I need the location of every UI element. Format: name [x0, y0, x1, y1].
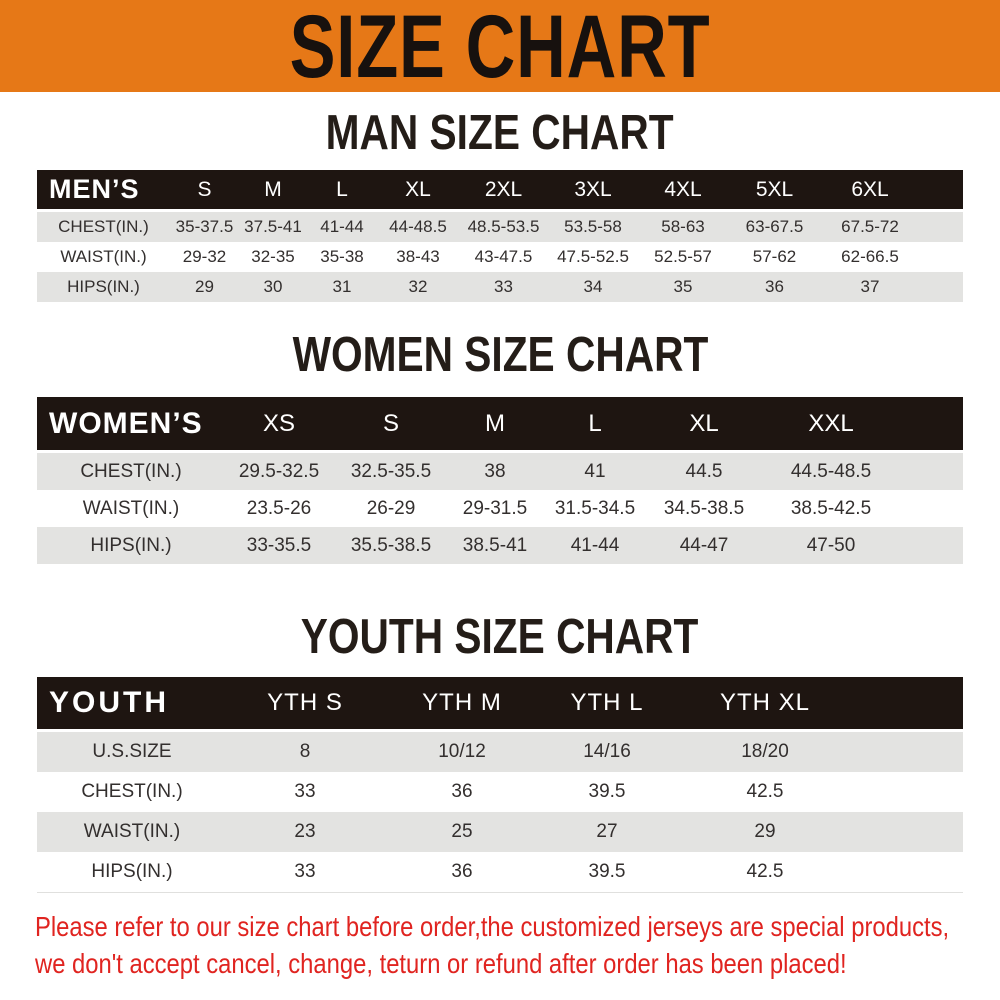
- women-header-row: [37, 397, 963, 452]
- value-cell: 39.5: [541, 852, 673, 893]
- value-cell: 53.5-58: [548, 211, 638, 243]
- value-cell: 30: [239, 272, 307, 302]
- value-cell: 31: [307, 272, 377, 302]
- spacer-cell: [857, 852, 963, 893]
- value-cell: 35-38: [307, 242, 377, 272]
- spacer-cell: [903, 397, 963, 452]
- disclaimer-note: [35, 908, 949, 982]
- value-cell: 43-47.5: [459, 242, 548, 272]
- youth-header-row: [37, 677, 963, 731]
- value-cell: 31.5-34.5: [541, 490, 649, 527]
- row-label-cell: HIPS(IN.): [37, 852, 227, 893]
- row-label-cell: HIPS(IN.): [37, 272, 170, 302]
- men-size-header-cell: M: [239, 170, 307, 211]
- row-label-cell: WAIST(IN.): [37, 812, 227, 852]
- value-cell: 8: [227, 731, 383, 773]
- value-cell: 44.5-48.5: [759, 452, 903, 491]
- women-size-table: [37, 397, 963, 564]
- value-cell: 29: [170, 272, 239, 302]
- men-size-header-cell: S: [170, 170, 239, 211]
- value-cell: 58-63: [638, 211, 728, 243]
- youth-size-table: [37, 677, 963, 893]
- youth-chest-row: [37, 772, 963, 812]
- value-cell: 34: [548, 272, 638, 302]
- value-cell: 32.5-35.5: [333, 452, 449, 491]
- value-cell: 14/16: [541, 731, 673, 773]
- value-cell: 35: [638, 272, 728, 302]
- value-cell: 26-29: [333, 490, 449, 527]
- value-cell: 23: [227, 812, 383, 852]
- value-cell: 36: [728, 272, 821, 302]
- value-cell: 57-62: [728, 242, 821, 272]
- value-cell: 27: [541, 812, 673, 852]
- value-cell: 35.5-38.5: [333, 527, 449, 564]
- row-label-cell: HIPS(IN.): [37, 527, 225, 564]
- men-size-header-cell: 2XL: [459, 170, 548, 211]
- value-cell: 39.5: [541, 772, 673, 812]
- spacer-cell: [919, 211, 963, 243]
- value-cell: 44-47: [649, 527, 759, 564]
- women-size-header-cell: L: [541, 397, 649, 452]
- row-label-cell: WAIST(IN.): [37, 490, 225, 527]
- value-cell: 32: [377, 272, 459, 302]
- value-cell: 18/20: [673, 731, 857, 773]
- value-cell: 38.5-42.5: [759, 490, 903, 527]
- youth-heading-text: YOUTH SIZE CHART: [301, 610, 699, 664]
- row-label-cell: CHEST(IN.): [37, 211, 170, 243]
- women-section-heading: [0, 330, 1000, 380]
- men-size-header-cell: 5XL: [728, 170, 821, 211]
- value-cell: 42.5: [673, 772, 857, 812]
- spacer-cell: [857, 731, 963, 773]
- men-table-title-cell: MEN’S: [37, 170, 170, 211]
- spacer-cell: [903, 527, 963, 564]
- value-cell: 63-67.5: [728, 211, 821, 243]
- spacer-cell: [919, 272, 963, 302]
- value-cell: 52.5-57: [638, 242, 728, 272]
- value-cell: 25: [383, 812, 541, 852]
- men-size-header-cell: 4XL: [638, 170, 728, 211]
- youth-size-header-cell: YTH L: [541, 677, 673, 731]
- youth-ussize-row: [37, 731, 963, 773]
- row-label-cell: WAIST(IN.): [37, 242, 170, 272]
- value-cell: 47.5-52.5: [548, 242, 638, 272]
- value-cell: 35-37.5: [170, 211, 239, 243]
- row-label-cell: CHEST(IN.): [37, 452, 225, 491]
- value-cell: 62-66.5: [821, 242, 919, 272]
- value-cell: 29-32: [170, 242, 239, 272]
- spacer-cell: [919, 170, 963, 211]
- banner-title: SIZE CHART: [289, 0, 711, 97]
- row-label-cell: U.S.SIZE: [37, 731, 227, 773]
- men-size-header-cell: XL: [377, 170, 459, 211]
- youth-table-title-cell: YOUTH: [37, 677, 227, 731]
- spacer-cell: [857, 772, 963, 812]
- value-cell: 41-44: [541, 527, 649, 564]
- men-size-header-cell: L: [307, 170, 377, 211]
- value-cell: 42.5: [673, 852, 857, 893]
- note-line-1: Please refer to our size chart before order,the customized jerseys are special products,: [35, 911, 950, 942]
- value-cell: 47-50: [759, 527, 903, 564]
- men-size-table: [37, 170, 963, 302]
- men-hips-row: [37, 272, 963, 302]
- women-chest-row: [37, 452, 963, 491]
- spacer-cell: [919, 242, 963, 272]
- women-hips-row: [37, 527, 963, 564]
- men-size-header-cell: 3XL: [548, 170, 638, 211]
- women-waist-row: [37, 490, 963, 527]
- women-size-header-cell: M: [449, 397, 541, 452]
- value-cell: 38.5-41: [449, 527, 541, 564]
- value-cell: 33-35.5: [225, 527, 333, 564]
- women-size-header-cell: XL: [649, 397, 759, 452]
- value-cell: 44-48.5: [377, 211, 459, 243]
- women-size-header-cell: XS: [225, 397, 333, 452]
- youth-section-heading: [0, 612, 1000, 662]
- youth-size-header-cell: YTH S: [227, 677, 383, 731]
- value-cell: 38: [449, 452, 541, 491]
- youth-size-header-cell: YTH XL: [673, 677, 857, 731]
- value-cell: 41-44: [307, 211, 377, 243]
- value-cell: 41: [541, 452, 649, 491]
- value-cell: 67.5-72: [821, 211, 919, 243]
- value-cell: 36: [383, 852, 541, 893]
- value-cell: 33: [227, 772, 383, 812]
- value-cell: 33: [227, 852, 383, 893]
- man-section-heading: [0, 108, 1000, 158]
- youth-waist-row: [37, 812, 963, 852]
- spacer-cell: [857, 677, 963, 731]
- spacer-cell: [903, 452, 963, 491]
- size-chart-banner: [0, 0, 1000, 97]
- value-cell: 33: [459, 272, 548, 302]
- men-header-row: [37, 170, 963, 211]
- value-cell: 37: [821, 272, 919, 302]
- note-line-2: we don't accept cancel, change, teturn or refund after order has been placed!: [35, 948, 847, 979]
- value-cell: 10/12: [383, 731, 541, 773]
- men-chest-row: [37, 211, 963, 243]
- value-cell: 34.5-38.5: [649, 490, 759, 527]
- spacer-cell: [903, 490, 963, 527]
- women-heading-text: WOMEN SIZE CHART: [292, 328, 708, 382]
- value-cell: 29-31.5: [449, 490, 541, 527]
- row-label-cell: CHEST(IN.): [37, 772, 227, 812]
- women-size-header-cell: S: [333, 397, 449, 452]
- man-heading-text: MAN SIZE CHART: [326, 106, 674, 160]
- men-size-header-cell: 6XL: [821, 170, 919, 211]
- value-cell: 44.5: [649, 452, 759, 491]
- value-cell: 29: [673, 812, 857, 852]
- value-cell: 29.5-32.5: [225, 452, 333, 491]
- women-table-title-cell: WOMEN’S: [37, 397, 225, 452]
- value-cell: 48.5-53.5: [459, 211, 548, 243]
- value-cell: 32-35: [239, 242, 307, 272]
- women-size-header-cell: XXL: [759, 397, 903, 452]
- value-cell: 23.5-26: [225, 490, 333, 527]
- spacer-cell: [857, 812, 963, 852]
- youth-size-header-cell: YTH M: [383, 677, 541, 731]
- value-cell: 38-43: [377, 242, 459, 272]
- youth-hips-row: [37, 852, 963, 893]
- value-cell: 36: [383, 772, 541, 812]
- value-cell: 37.5-41: [239, 211, 307, 243]
- men-waist-row: [37, 242, 963, 272]
